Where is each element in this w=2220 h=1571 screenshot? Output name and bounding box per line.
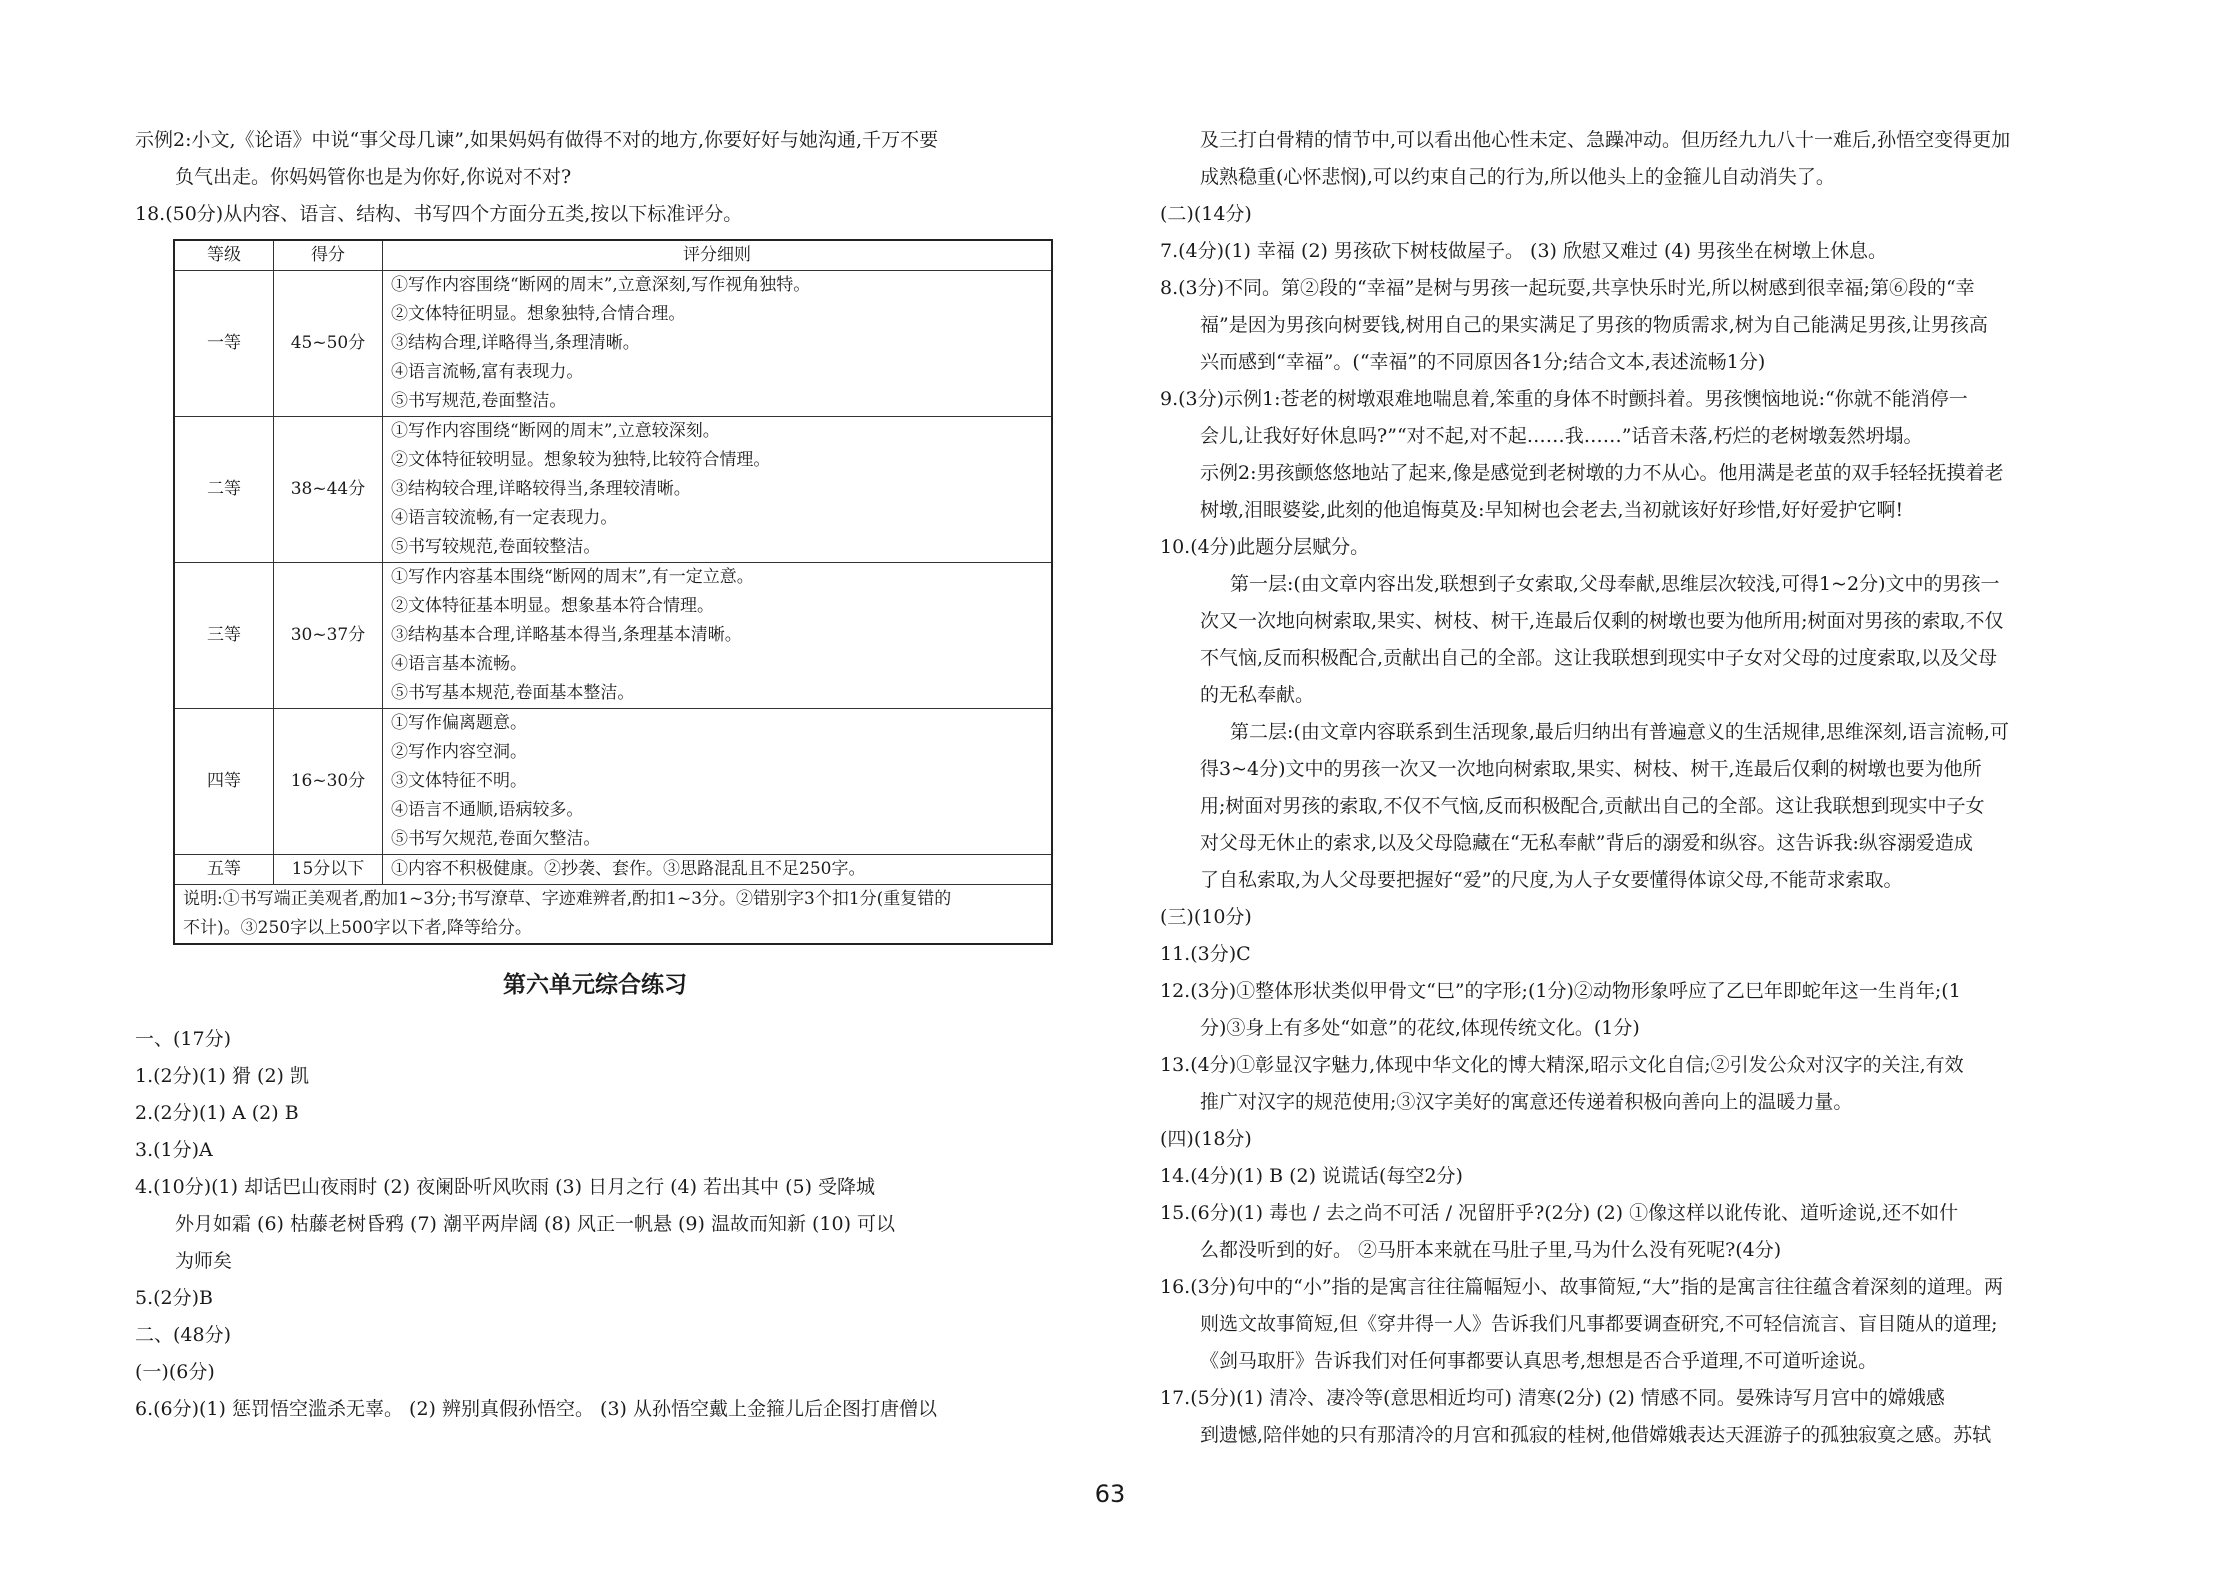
section-title: 第六单元综合练习 [503,972,687,998]
table-row [174,709,1052,855]
detail-line: ③结构较合理,详略较得当,条理较清晰。 [391,479,691,499]
text-line: 外月如霜 (6) 枯藤老树昏鸦 (7) 潮平两岸阔 (8) 风正一帆悬 (9) 温故而知新 (10) 可以 [175,1213,896,1235]
text-line: 5.(2分)B [135,1287,214,1309]
text-line: 第一层:(由文章内容出发,联想到子女索取,父母奉献,思维层次较浅,可得1~2分)文中的男孩一 [1230,573,2000,595]
detail-line: ③文体特征不明。 [391,771,527,791]
text-line: 4.(10分)(1) 却话巴山夜雨时 (2) 夜阑卧听风吹雨 (3) 日月之行 (4) 若出其中 (5) 受降城 [135,1176,876,1198]
text-line: 17.(5分)(1) 清冷、凄冷等(意思相近均可) 清寒(2分) (2) 情感不同。晏殊诗写月宫中的嫦娥感 [1160,1387,1945,1409]
detail-line: ⑤书写基本规范,卷面基本整洁。 [391,683,635,703]
text-line: 及三打白骨精的情节中,可以看出他心性未定、急躁冲动。但历经九九八十一难后,孙悟空变得更加 [1200,129,2011,151]
header-details: 评分细则 [383,240,1053,271]
table-row [174,855,1052,885]
detail-line: ④语言流畅,富有表现力。 [391,362,584,382]
grading-table [173,239,1053,945]
detail-line: ④语言不通顺,语病较多。 [391,800,584,820]
text-line: 一、(17分) [135,1028,232,1050]
grade-cell: 一等 [174,271,274,417]
text-line: 第二层:(由文章内容联系到生活现象,最后归纳出有普遍意义的生活规律,思维深刻,语言流畅,可 [1230,721,2009,743]
score-cell: 45~50分 [274,271,383,417]
detail-line: ①写作内容基本围绕“断网的周末”,有一定立意。 [391,567,754,587]
detail-line: ②写作内容空洞。 [391,742,527,762]
detail-line: ④语言基本流畅。 [391,654,527,674]
text-line: 示例2:小文,《论语》中说“事父母几谏”,如果妈妈有做得不对的地方,你要好好与她沟通,千万不要 [135,129,939,151]
grade-cell: 五等 [174,855,274,885]
text-line: 8.(3分)不同。第②段的“幸福”是树与男孩一起玩耍,共享快乐时光,所以树感到很幸福;第⑥段的“幸 [1160,277,1975,299]
text-line: 对父母无休止的索求,以及父母隐藏在“无私奉献”背后的溺爱和纵容。这告诉我:纵容溺爱造成 [1200,832,1973,854]
text-line: 为师矣 [175,1250,233,1272]
right-column [1160,122,2085,1454]
text-line: 兴而感到“幸福”。(“幸福”的不同原因各1分;结合文本,表述流畅1分) [1200,351,1766,373]
detail-line: ①写作内容围绕“断网的周末”,立意较深刻。 [391,421,720,441]
text-line: 16.(3分)句中的“小”指的是寓言往往篇幅短小、故事简短,“大”指的是寓言往往蕴含着深刻的道理。两 [1160,1276,2004,1298]
detail-line: ③结构基本合理,详略基本得当,条理基本清晰。 [391,625,742,645]
detail-line: ⑤书写规范,卷面整洁。 [391,391,567,411]
table-row [174,271,1052,417]
text-line: 分)③身上有多处“如意”的花纹,体现传统文化。(1分) [1200,1017,1640,1039]
text-line: 7.(4分)(1) 幸福 (2) 男孩砍下树枝做屋子。 (3) 欣慰又难过 (4) 男孩坐在树墩上休息。 [1160,240,1887,262]
text-line: (一)(6分) [135,1361,215,1383]
text-line: 了自私索取,为人父母要把握好“爱”的尺度,为人子女要懂得体谅父母,不能苛求索取。 [1200,869,1903,891]
text-line: 得3~4分)文中的男孩一次又一次地向树索取,果实、树枝、树干,连最后仅剩的树墩也要为他所 [1200,758,1982,780]
text-line: 6.(6分)(1) 惩罚悟空滥杀无辜。 (2) 辨别真假孙悟空。 (3) 从孙悟空戴上金箍儿后企图打唐僧以 [135,1398,937,1420]
table-header-row [174,240,1052,271]
text-line: 么都没听到的好。 ②马肝本来就在马肚子里,马为什么没有死呢?(4分) [1200,1239,1782,1261]
page-number: 63 [1094,1480,1126,1508]
text-line: 11.(3分)C [1160,943,1251,965]
score-cell: 30~37分 [274,563,383,709]
detail-line: ②文体特征明显。想象独特,合情合理。 [391,304,686,324]
left-column [135,122,1055,1428]
text-line: 15.(6分)(1) 毒也 / 去之尚不可活 / 况留肝乎?(2分) (2) ①像这样以讹传讹、道听途说,还不如什 [1160,1202,1959,1224]
text-line: 则选文故事简短,但《穿井得一人》告诉我们凡事都要调查研究,不可轻信流言、盲目随从的道理; [1200,1313,1998,1335]
left-bottom-text [135,1021,1055,1428]
detail-line: ②文体特征基本明显。想象基本符合情理。 [391,596,714,616]
table-note-row [174,885,1052,945]
grade-cell: 四等 [174,709,274,855]
detail-line: ①写作偏离题意。 [391,713,527,733]
score-cell: 38~44分 [274,417,383,563]
text-line: 成熟稳重(心怀悲悯),可以约束自己的行为,所以他头上的金箍儿自动消失了。 [1200,166,1835,188]
score-cell: 15分以下 [274,855,383,885]
detail-cell [383,855,1053,885]
table-row [174,563,1052,709]
text-line: 用;树面对男孩的索取,不仅不气恼,反而积极配合,贡献出自己的全部。这让我联想到现实中子女 [1200,795,1985,817]
text-line: 18.(50分)从内容、语言、结构、书写四个方面分五类,按以下标准评分。 [135,203,743,225]
left-top-text [135,122,1055,233]
text-line: 的无私奉献。 [1200,684,1315,706]
table-row [174,417,1052,563]
header-grade: 等级 [174,240,274,271]
right-text [1160,122,2085,1454]
note-line: 说明:①书写端正美观者,酌加1~3分;书写潦草、字迹难辨者,酌扣1~3分。②错别字3个扣1分(重复错的 [183,889,952,909]
text-line: 不气恼,反而积极配合,贡献出自己的全部。这让我联想到现实中子女对父母的过度索取,以及父母 [1200,647,1998,669]
detail-cell [383,271,1053,417]
text-line: 示例2:男孩颤悠悠地站了起来,像是感觉到老树墩的力不从心。他用满是老茧的双手轻轻抚摸着老 [1200,462,2004,484]
text-line: 1.(2分)(1) 猾 (2) 凯 [135,1065,309,1087]
text-line: 会儿,让我好好休息吗?”“对不起,对不起……我……”话音未落,朽烂的老树墩轰然坍塌。 [1200,425,1923,447]
detail-line: ①内容不积极健康。②抄袭、套作。③思路混乱且不足250字。 [391,859,866,879]
detail-cell [383,709,1053,855]
text-line: 《剑马取肝》告诉我们对任何事都要认真思考,想想是否合乎道理,不可道听途说。 [1200,1350,1878,1372]
text-line: 到遗憾,陪伴她的只有那清冷的月宫和孤寂的桂树,他借嫦娥表达天涯游子的孤独寂寞之感。苏轼 [1200,1424,1992,1446]
note-line: 不计)。③250字以上500字以下者,降等给分。 [183,918,532,938]
text-line: (三)(10分) [1160,906,1252,928]
detail-line: ②文体特征较明显。想象较为独特,比较符合情理。 [391,450,771,470]
text-line: 9.(3分)示例1:苍老的树墩艰难地喘息着,笨重的身体不时颤抖着。男孩懊恼地说:“你就不能消停一 [1160,388,1968,410]
detail-line: ①写作内容围绕“断网的周末”,立意深刻,写作视角独特。 [391,275,811,295]
detail-line: ③结构合理,详略得当,条理清晰。 [391,333,640,353]
text-line: 福”是因为男孩向树要钱,树用自己的果实满足了男孩的物质需求,树为自己能满足男孩,让男孩高 [1200,314,1988,336]
text-line: 树墩,泪眼婆娑,此刻的他追悔莫及:早知树也会老去,当初就该好好珍惜,好好爱护它啊! [1200,499,1904,521]
text-line: 负气出走。你妈妈管你也是为你好,你说对不对? [175,166,572,188]
text-line: 10.(4分)此题分层赋分。 [1160,536,1370,558]
text-line: 次又一次地向树索取,果实、树枝、树干,连最后仅剩的树墩也要为他所用;树面对男孩的索取,不仅 [1200,610,2004,632]
text-line: (四)(18分) [1160,1128,1252,1150]
grade-cell: 二等 [174,417,274,563]
text-line: 14.(4分)(1) B (2) 说谎话(每空2分) [1160,1165,1463,1187]
text-line: (二)(14分) [1160,203,1252,225]
detail-line: ④语言较流畅,有一定表现力。 [391,508,618,528]
score-cell: 16~30分 [274,709,383,855]
text-line: 二、(48分) [135,1324,232,1346]
text-line: 推广对汉字的规范使用;③汉字美好的寓意还传递着积极向善向上的温暖力量。 [1200,1091,1853,1113]
grade-cell: 三等 [174,563,274,709]
detail-cell [383,563,1053,709]
text-line: 3.(1分)A [135,1139,213,1161]
text-line: 2.(2分)(1) A (2) B [135,1102,299,1124]
text-line: 13.(4分)①彰显汉字魅力,体现中华文化的博大精深,昭示文化自信;②引发公众对汉字的关注,有效 [1160,1054,1964,1076]
detail-line: ⑤书写较规范,卷面较整洁。 [391,537,601,557]
header-score: 得分 [274,240,383,271]
detail-line: ⑤书写欠规范,卷面欠整洁。 [391,829,601,849]
text-line: 12.(3分)①整体形状类似甲骨文“巳”的字形;(1分)②动物形象呼应了乙巳年即蛇年这一生肖年;(1 [1160,980,1961,1002]
table-note [174,885,1052,945]
detail-cell [383,417,1053,563]
